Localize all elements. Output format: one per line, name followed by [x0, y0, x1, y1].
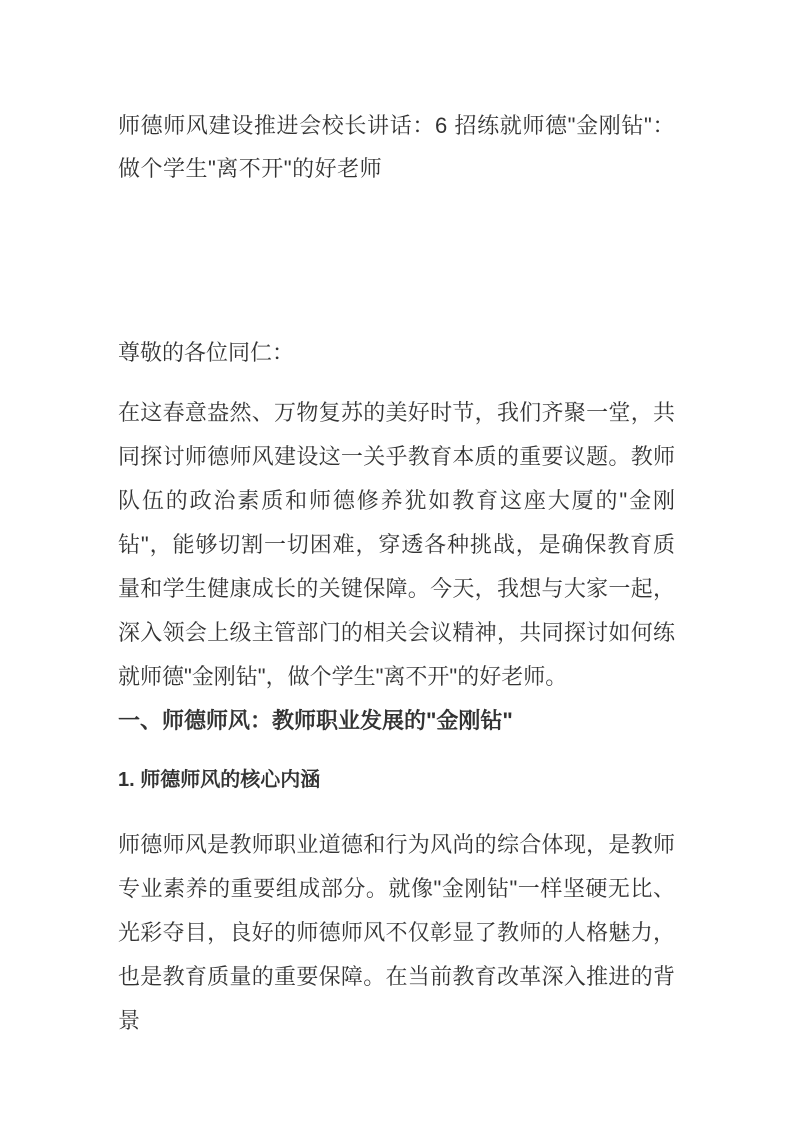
document-title: 师德师风建设推进会校长讲话：6 招练就师德"金刚钻"：做个学生"离不开"的好老师 [118, 113, 675, 181]
section-1-heading: 一、师德师风：教师职业发展的"金刚钻" [118, 708, 513, 733]
subsection-1-paragraph: 师德师风是教师职业道德和行为风尚的综合体现，是教师专业素养的重要组成部分。就像"金刚钻"一样坚硬无比、光彩夺目，良好的师德师风不仅彰显了教师的人格魅力，也是教育质量的重要保障。在当前教育改革深入推进的背景 [118, 832, 675, 1033]
subsection-1-heading: 1. 师德师风的核心内涵 [118, 769, 321, 791]
intro-paragraph: 在这春意盎然、万物复苏的美好时节，我们齐聚一堂，共同探讨师德师风建设这一关乎教育本质的重要议题。教师队伍的政治素质和师德修养犹如教育这座大厦的"金刚钻"，能够切割一切困难，穿透各种挑战，是确保教育质量和学生健康成长的关键保障。今天，我想与大家一起，深入领会上级主管部门的相关会议精神，共同探讨如何练就师德"金刚钻"，做个学生"离不开"的好老师。 [118, 400, 675, 689]
greeting-line: 尊敬的各位同仁： [118, 340, 295, 365]
